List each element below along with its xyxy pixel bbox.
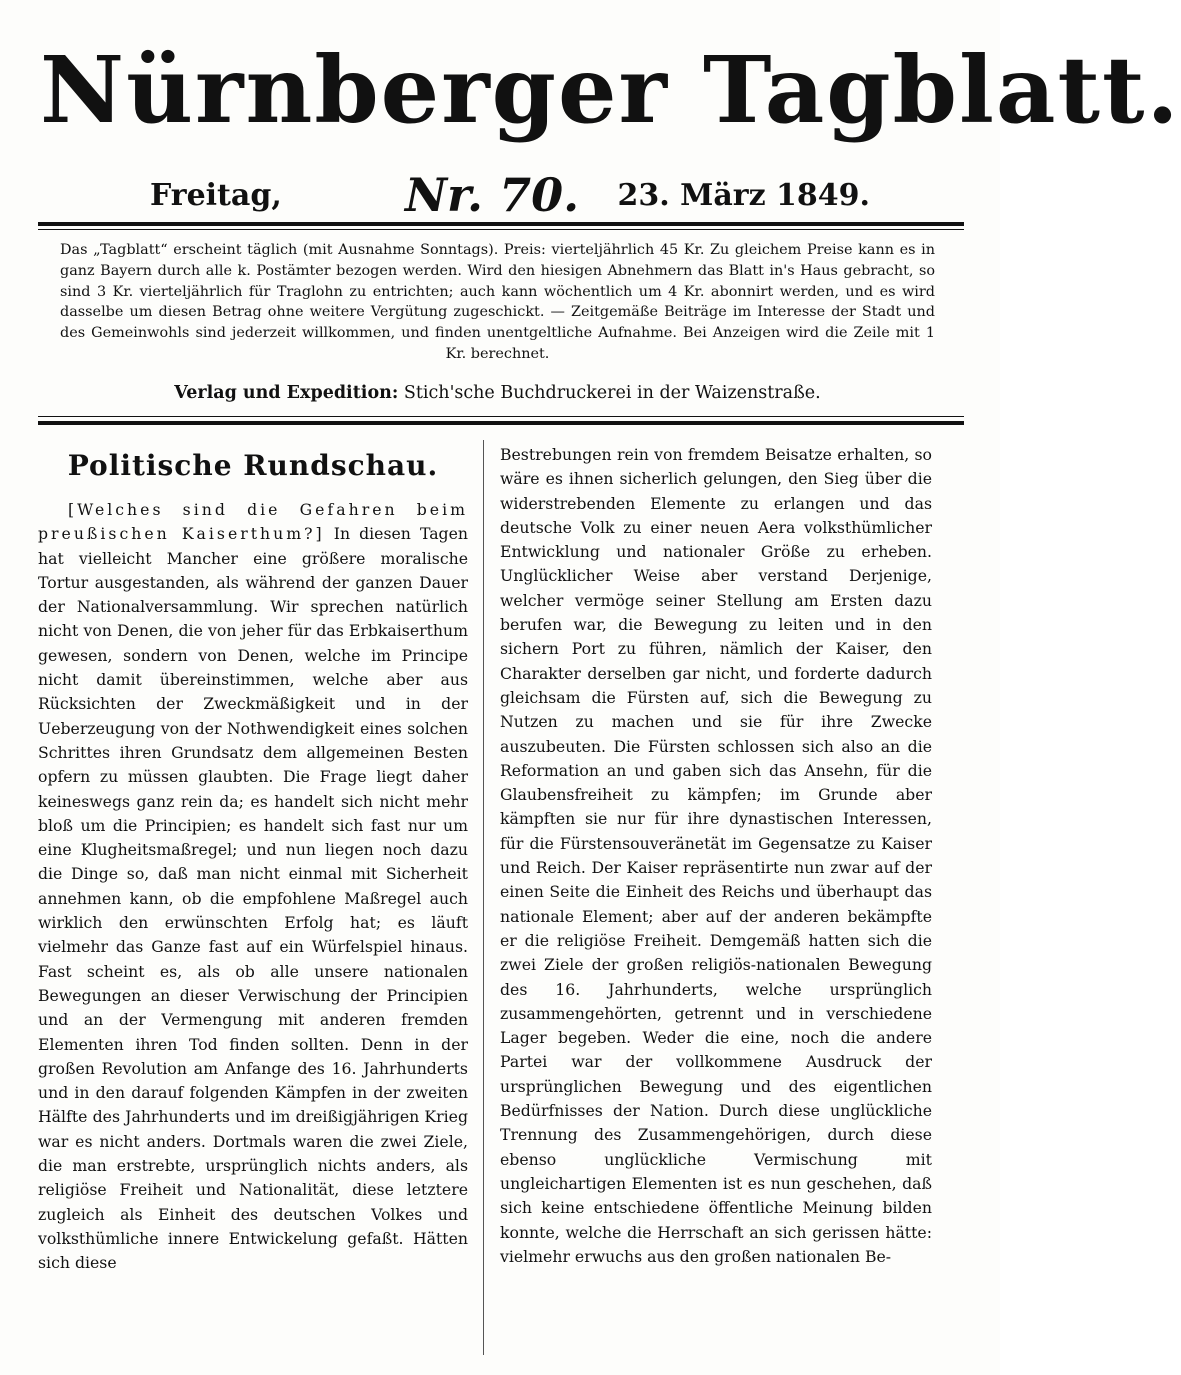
issue-date: 23. März 1849. bbox=[617, 178, 870, 213]
left-column bbox=[38, 448, 468, 1276]
subscription-notice: Das „Tagblatt“ erscheint täglich (mit Ausnahme Sonntags). Preis: vierteljährlich 45 Kr. Zu gleichem Preise kann es in ganz Bayern durch alle k. Postämter bezogen werden. Wird den hiesigen Abnehmern das Blatt in's Haus gebracht, so sind 3 Kr. vierteljährlich für Traglohn zu entrichten; auch kann wöchentlich um 4 Kr. abonnirt werden, und es wird dasselbe um diesen Betrag ohne weitere Vergütung zugeschickt. — Zeitgemäße Beiträge im Interesse der Stadt und des Gemeinwohls sind jederzeit willkommen, und finden unentgeltliche Aufnahme. Bei Anzeigen wird die Zeile mit 1 Kr. berechnet. bbox=[60, 242, 935, 362]
publisher-label: Verlag und Expedition: bbox=[174, 383, 399, 403]
issue-number: Nr. 70. bbox=[405, 168, 580, 222]
masthead-title: Nürnberger Tagblatt. bbox=[40, 36, 1181, 144]
article-body-right: Bestrebungen rein von fremdem Beisatze erhalten, so wäre es ihnen sicherlich gelungen, den Sieg über die widerstrebenden Elemente zu erlangen und das deutsche Volk zu einer neuen Aera volksthümlicher Entwicklung und nationaler Größe zu erheben. Unglücklicher Weise aber verstand Derjenige, welcher vermöge seiner Stellung am Ersten dazu berufen war, die Bewegung zu leiten und in den sichern Port zu führen, nämlich der Kaiser, den Charakter derselben gar nicht, und forderte dadurch gleichsam die Fürsten auf, sich die Bewegung zu Nutzen zu machen und sie für ihre Zwecke auszubeuten. Die Fürsten schlossen sich also an die Reformation an und gaben sich das Ansehn, für die Glaubensfreiheit zu kämpfen; im Grunde aber kämpften sie nur für ihre dynastischen Interessen, für die Fürstensouveränetät im Gegensatze zu Kaiser und Reich. Der Kaiser repräsentirte nun zwar auf der einen Seite die Einheit des Reichs und überhaupt das nationale Element; aber auf der anderen bekämpfte er die religiöse Freiheit. Demgemäß hatten sich die zwei Ziele der großen religiös-nationalen Bewegung des 16. Jahrhunderts, welche ursprünglich zusammengehörten, getrennt und in verschiedene Lager begeben. Weder die eine, noch die andere Partei war der vollkommene Ausdruck der ursprünglichen Bewegung und des eigentlichen Bedürfnisses der Nation. Durch diese unglückliche Trennung des Zusammengehörigen, durch diese ebenso unglückliche Vermischung mit ungleichartigen Elementen ist es nun geschehen, daß sich keine entschiedene öffentliche Meinung bilden konnte, welche die Herrschaft an sich gerissen hätte: vielmehr erwuchs aus den großen nationalen Be- bbox=[500, 445, 932, 1266]
notice-rule-thin bbox=[38, 416, 964, 417]
publisher-text: Stich'sche Buchdruckerei in der Waizenstraße. bbox=[403, 383, 821, 403]
article-paragraph-left bbox=[38, 498, 468, 1276]
dateline bbox=[150, 168, 870, 222]
issue-weekday: Freitag, bbox=[150, 178, 282, 213]
notice-rule-thick bbox=[38, 421, 964, 425]
right-column bbox=[500, 443, 932, 1269]
header-rule-thick bbox=[38, 222, 964, 226]
publisher-line bbox=[60, 383, 935, 403]
header-rule-thin bbox=[38, 229, 964, 230]
column-divider bbox=[483, 440, 484, 1355]
section-title: Politische Rundschau. bbox=[67, 449, 439, 482]
article-body-left: In diesen Tagen hat vielleicht Mancher eine größere moralische Tortur ausgestanden, als während der ganzen Dauer der Nationalversammlung. Wir sprechen natürlich nicht von Denen, die von jeher für das Erbkaiserthum gewesen, sondern von Denen, welche im Principe nicht damit übereinstimmen, welche aber aus Rücksichten der Zweckmäßigkeit und in der Ueberzeugung von der Nothwendigkeit eines solchen Schrittes ihren Grundsatz dem allgemeinen Besten opfern zu müssen glaubten. Die Frage liegt daher keineswegs ganz rein da; es handelt sich nicht mehr bloß um die Principien; es handelt sich fast nur um eine Klugheitsmaßregel; und nun liegen noch dazu die Dinge so, daß man nicht einmal mit Sicherheit annehmen kann, ob die empfohlene Maßregel auch wirklich den erwünschten Erfolg hat; es läuft vielmehr das Ganze fast auf ein Würfelspiel hinaus. Fast scheint es, als ob alle unsere nationalen Bewegungen an dieser Verwischung der Principien und an der Vermengung mit anderen fremden Elementen ihren Tod finden sollten. Denn in der großen Revolution am Anfange des 16. Jahrhunderts und in den darauf folgenden Kämpfen in der zweiten Hälfte des Jahrhunderts und im dreißigjährigen Krieg war es nicht anders. Dortmals waren die zwei Ziele, die man erstrebte, ursprünglich nichts anders, als religiöse Freiheit und Nationalität, diese letztere zugleich als Einheit des deutschen Volkes und volksthümliche innere Entwickelung gefaßt. Hätten sich diese bbox=[38, 524, 468, 1273]
article-lead: [Welches sind die Gefahren beim preußischen Kaiserthum?] bbox=[38, 500, 468, 544]
